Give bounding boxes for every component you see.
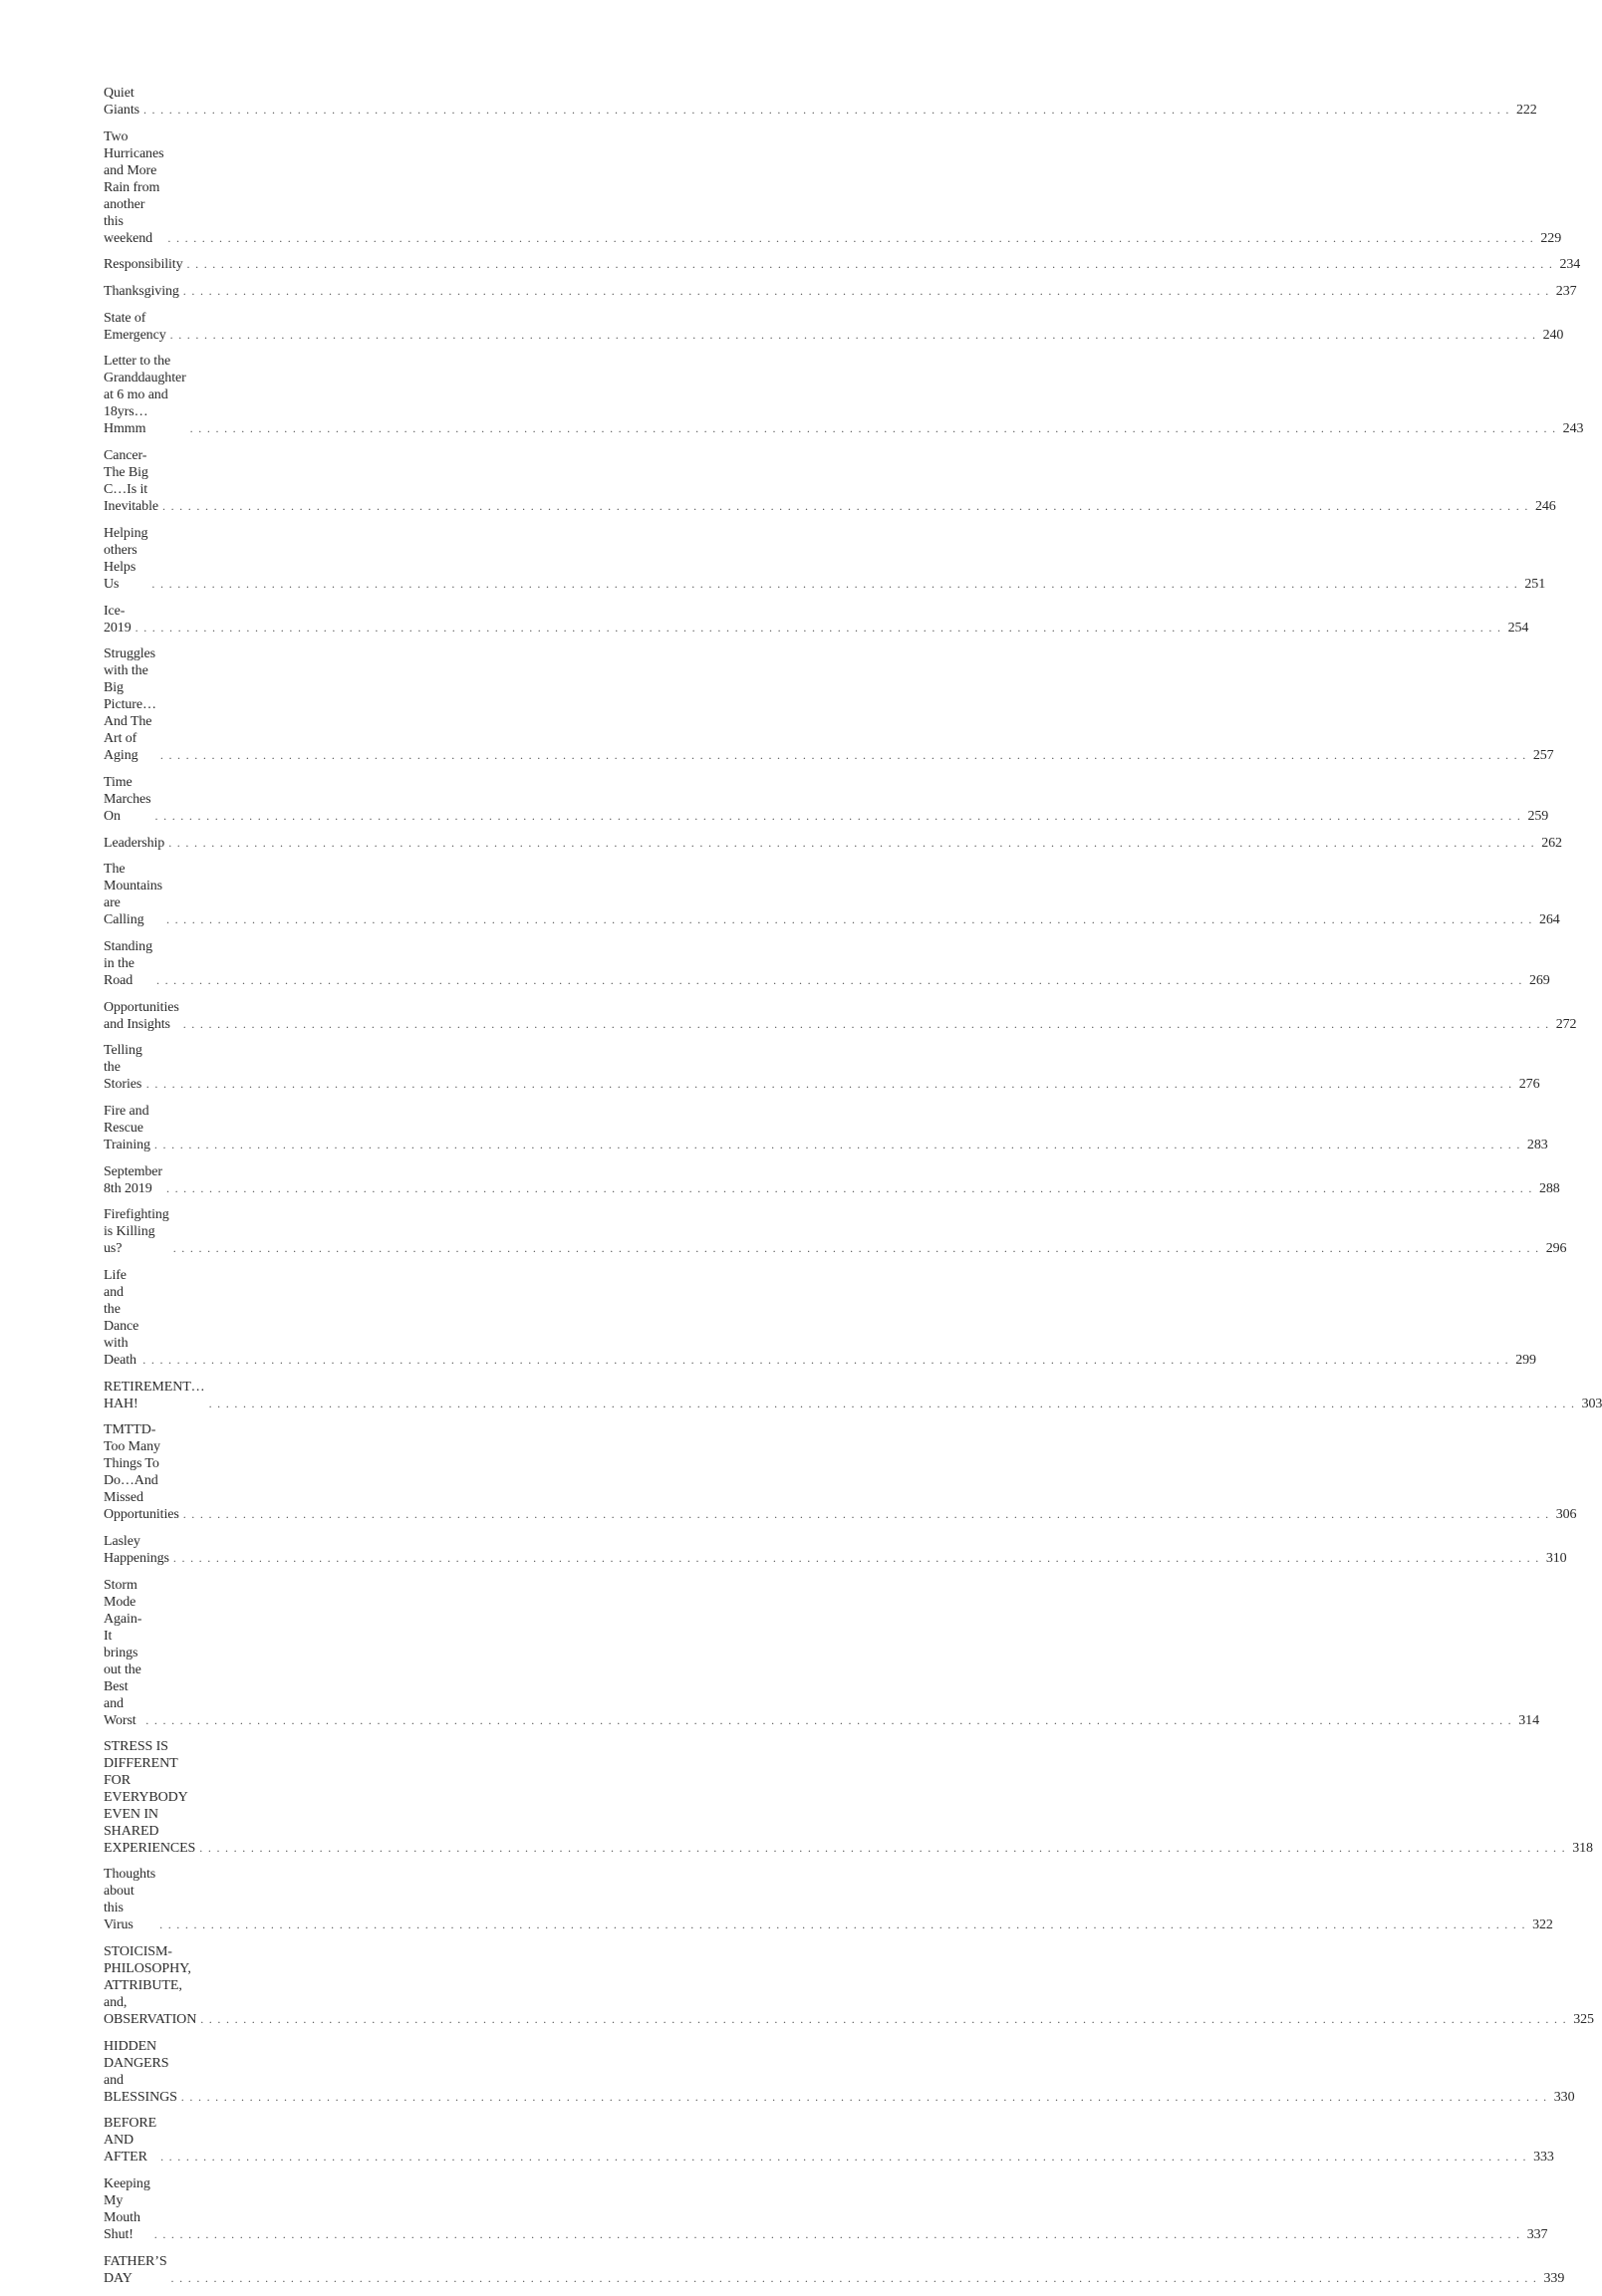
toc-entry-page: 264: [1538, 912, 1560, 928]
toc-entry[interactable]: [104, 283, 1577, 300]
toc-entry-title: Responsibility: [104, 257, 183, 273]
toc-entry-title: FATHER’S DAY: [104, 2253, 170, 2286]
dot-leader: ................................................................................................................................................................: [153, 1138, 1525, 1151]
toc-entry-page: 237: [1555, 284, 1577, 300]
toc-entry[interactable]: [104, 861, 1560, 928]
dot-leader: ................................................................................................................................................................: [168, 835, 1540, 850]
toc-entry[interactable]: [104, 256, 1581, 273]
toc-entry-title: Leadership: [104, 835, 165, 851]
toc-entry-title: September 8th 2019: [104, 1163, 166, 1196]
toc-entry-title: Keeping My Mouth Shut!: [104, 2175, 154, 2242]
dot-leader: ................................................................................................................................................................: [142, 1353, 1514, 1368]
toc-entry-title: Life and the Dance with Death: [104, 1268, 142, 1369]
toc-entry-title: TMTTD- Too Many Things To Do…And Missed Opportunities: [104, 1422, 179, 1523]
toc-entry-page: 222: [1515, 103, 1537, 118]
toc-entry-page: 306: [1555, 1507, 1577, 1523]
toc-entry[interactable]: [104, 1042, 1540, 1093]
toc-entry-title: Standing in the Road: [104, 938, 156, 988]
toc-entry-page: 337: [1526, 2226, 1548, 2242]
dot-leader: ................................................................................................................................................................: [182, 284, 1554, 299]
toc-entry-page: 257: [1532, 748, 1554, 764]
toc-entry-title: Thoughts about this Virus: [104, 1867, 159, 1933]
dot-leader: ................................................................................................................................................................: [172, 1241, 1544, 1256]
toc-entry-page: 251: [1524, 576, 1546, 592]
dot-leader: ................................................................................................................................................................: [169, 327, 1541, 342]
toc-entry[interactable]: [104, 938, 1550, 989]
toc-entry-page: 269: [1528, 972, 1550, 988]
toc-entry[interactable]: [104, 2253, 1565, 2287]
dot-leader: ................................................................................................................................................................: [167, 230, 1539, 245]
toc-entry-page: 276: [1518, 1077, 1540, 1093]
toc-entry-title: BEFORE AND AFTER: [104, 2116, 159, 2166]
toc-entry[interactable]: [104, 2115, 1554, 2166]
toc-entry-title: Firefighting is Killing us?: [104, 1207, 173, 1257]
toc-entry-title: Lasley Happenings: [104, 1534, 169, 1567]
dot-leader: ................................................................................................................................................................: [165, 1180, 1537, 1195]
dot-leader: ................................................................................................................................................................: [145, 1712, 1517, 1727]
toc-entry[interactable]: [104, 2038, 1575, 2106]
toc-entry[interactable]: [104, 2175, 1548, 2243]
toc-entry-page: 259: [1527, 808, 1549, 824]
toc-entry-page: 330: [1553, 2089, 1575, 2105]
toc-entry[interactable]: [104, 1738, 1593, 1857]
toc-entry-title: HIDDEN DANGERS and BLESSINGS: [104, 2038, 177, 2105]
toc-entry[interactable]: [104, 1267, 1536, 1369]
toc-entry-page: 339: [1543, 2270, 1565, 2286]
toc-entry-page: 246: [1534, 499, 1556, 515]
toc-entry-page: 283: [1526, 1138, 1548, 1152]
dot-leader: ................................................................................................................................................................: [154, 808, 1526, 823]
toc-entry-title: Helping others Helps Us: [104, 525, 151, 592]
toc-entry-page: 254: [1507, 620, 1529, 636]
toc-entry[interactable]: [104, 310, 1564, 344]
dot-leader: ................................................................................................................................................................: [159, 1917, 1531, 1932]
toc-entry-title: Letter to the Granddaughter at 6 mo and 18yrs… Hmmm: [104, 354, 190, 437]
toc-entry-title: Cancer- The Big C…Is it Inevitable: [104, 448, 158, 515]
toc-entry-page: 296: [1545, 1241, 1567, 1257]
dot-leader: ................................................................................................................................................................: [186, 257, 1558, 272]
dot-leader: ................................................................................................................................................................: [200, 2011, 1572, 2026]
toc-entry-title: The Mountains are Calling: [104, 862, 166, 928]
toc-entry-title: Quiet Giants: [104, 86, 139, 118]
toc-entry-page: 333: [1533, 2150, 1554, 2166]
toc-entry-page: 325: [1573, 2011, 1594, 2027]
toc-entry-page: 234: [1559, 257, 1581, 273]
toc-entry-page: 314: [1518, 1712, 1539, 1728]
toc-entry[interactable]: [104, 1421, 1577, 1523]
toc-entry[interactable]: [104, 128, 1562, 247]
toc-entry[interactable]: [104, 603, 1529, 637]
dot-leader: ................................................................................................................................................................: [145, 1077, 1517, 1092]
toc-entry-page: 240: [1542, 327, 1564, 343]
toc-entry[interactable]: [104, 85, 1537, 119]
toc-entry[interactable]: [104, 447, 1556, 515]
toc-entry-title: STRESS IS DIFFERENT FOR EVERYBODY EVEN IN SHARED EXPERIENCES: [104, 1738, 196, 1856]
dot-leader: ................................................................................................................................................................: [208, 1396, 1580, 1410]
dot-leader: ................................................................................................................................................................: [151, 576, 1523, 591]
toc-entry[interactable]: [104, 1163, 1560, 1197]
toc-entry-page: 299: [1515, 1353, 1536, 1369]
toc-entry[interactable]: [104, 353, 1584, 437]
dot-leader: ................................................................................................................................................................: [170, 2270, 1542, 2285]
toc-entry-title: Struggles with the Big Picture… And The Art of Aging: [104, 646, 159, 764]
toc-entry-title: Thanksgiving: [104, 284, 179, 300]
toc-entry-page: 272: [1555, 1016, 1577, 1032]
toc-entry-title: Telling the Stories: [104, 1043, 146, 1093]
toc-entry[interactable]: [104, 1577, 1539, 1729]
dot-leader: ................................................................................................................................................................: [160, 2150, 1532, 2165]
toc-entry[interactable]: [104, 999, 1577, 1033]
dot-leader: ................................................................................................................................................................: [199, 1840, 1571, 1855]
toc-entry-page: 303: [1581, 1396, 1602, 1411]
toc-entry-title: Two Hurricanes and More Rain from another this weekend: [104, 128, 167, 246]
toc-entry-title: Opportunities and Insights: [104, 999, 183, 1032]
dot-leader: ................................................................................................................................................................: [142, 103, 1514, 117]
toc-entry-title: Storm Mode Again- It brings out the Best and Worst: [104, 1577, 145, 1728]
dot-leader: ................................................................................................................................................................: [165, 912, 1537, 927]
toc-entry[interactable]: [104, 1943, 1594, 2028]
toc-entry-page: 288: [1538, 1180, 1560, 1196]
toc-entry-page: 243: [1562, 421, 1584, 437]
dot-leader: ................................................................................................................................................................: [182, 1507, 1554, 1522]
toc-entry-page: 229: [1540, 230, 1562, 246]
toc-entry-page: 262: [1541, 835, 1562, 851]
dot-leader: ................................................................................................................................................................: [172, 1551, 1544, 1566]
toc-entry[interactable]: [104, 1379, 1602, 1412]
toc-entry-title: Ice-2019: [104, 603, 132, 636]
dot-leader: ................................................................................................................................................................: [134, 620, 1506, 635]
dot-leader: ................................................................................................................................................................: [153, 2226, 1525, 2241]
dot-leader: ................................................................................................................................................................: [159, 748, 1531, 763]
toc-entry[interactable]: [104, 645, 1554, 764]
toc-entry[interactable]: [104, 1866, 1553, 1933]
table-of-contents: [104, 85, 1602, 2296]
toc-entry[interactable]: [104, 1206, 1567, 1257]
toc-entry-title: State of Emergency: [104, 310, 166, 343]
dot-leader: ................................................................................................................................................................: [189, 421, 1561, 436]
dot-leader: ................................................................................................................................................................: [161, 499, 1533, 514]
toc-entry-title: Fire and Rescue Training: [104, 1104, 152, 1152]
toc-entry[interactable]: [104, 525, 1546, 593]
toc-entry-title: Time Marches On: [104, 774, 154, 824]
toc-entry[interactable]: [104, 1533, 1567, 1567]
toc-entry-title: STOICISM-PHILOSOPHY, ATTRIBUTE, and, OBSERVATION: [104, 1943, 197, 2027]
toc-entry-title: RETIREMENT…HAH!: [104, 1379, 205, 1411]
toc-entry-page: 322: [1532, 1917, 1553, 1933]
toc-entry[interactable]: [104, 774, 1549, 825]
dot-leader: ................................................................................................................................................................: [180, 2089, 1552, 2104]
toc-entry-page: 310: [1545, 1551, 1567, 1567]
toc-entry[interactable]: [104, 1103, 1548, 1153]
dot-leader: ................................................................................................................................................................: [155, 972, 1527, 987]
dot-leader: ................................................................................................................................................................: [182, 1016, 1554, 1031]
toc-entry-page: 318: [1572, 1840, 1593, 1856]
toc-entry[interactable]: [104, 835, 1562, 852]
